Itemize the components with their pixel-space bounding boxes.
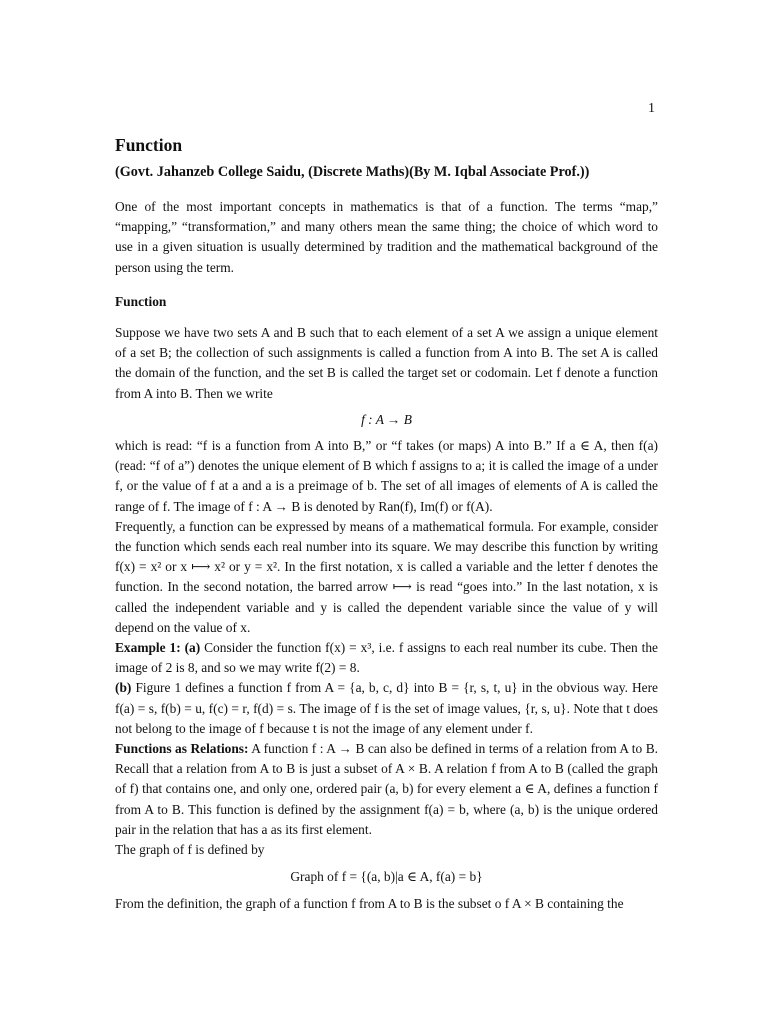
definition-paragraph: Suppose we have two sets A and B such that to each element of a set A we assign a unique element of a set B; the collection of such assignments is called a function from A into B. The set A is called the domain of the function, and the set B is called the target set or codomain. Let f denote a function from A into B. Then we write [115, 325, 658, 401]
read-paragraph: which is read: “f is a function from A into B,” or “f takes (or maps) A into B.” If a ∈ A, then f(a) (read: “f of a”) denotes the unique element of B which f assigns to a; it is called the image of a under f, or the value of f at a and a is a preimage of b. The set of all images of elements of A is called the range of f. The image of f : A → B is denoted by Ran(f), Im(f) or f(A). [115, 438, 658, 514]
graph-display: Graph of f = {(a, b)|a ∈ A, f(a) = b} [290, 869, 483, 885]
graph-intro: The graph of f is defined by [115, 842, 265, 858]
page-number: 1 [648, 101, 655, 116]
intro-paragraph: One of the most important concepts in mathematics is that of a function. The terms “map,” “mapping,” “transformation,” and many others mean the same thing; the choice of which word to use in a given situation is usually determined by tradition and the mathematical background of the person using the term. [115, 199, 658, 275]
example-part-b [115, 678, 658, 739]
relations-paragraph [115, 739, 658, 840]
example-part-a-label: (a) [184, 640, 201, 656]
relations-label: Functions as Relations: [115, 741, 249, 757]
example-part-b-text: Figure 1 defines a function f from A = {a, b, c, d} into B = {r, s, t, u} in the obvious way. Here f(a) = s, f(b) = u, f(c) = r, f(d) = s. The image of f is the set of image values, {r, s, u}. Note that t does not belong to the image of f because t is not the image of any element under f. [115, 680, 659, 736]
page-body [115, 134, 658, 914]
example-part-b-label: (b) [115, 680, 132, 696]
section-heading: Function [115, 293, 167, 309]
display-notation-text: f : A → B [361, 411, 412, 427]
display-notation [115, 410, 658, 430]
formula-paragraph: Frequently, a function can be expressed by means of a mathematical formula. For example, consider the function which sends each real number into its square. We may describe this function by writing f(x) = x² or x ⟼ x² or y = x². In the first notation, x is called a variable and the letter f denotes the function. In the second notation, the barred arrow ⟼ is read “goes into.” In the last notation, x is called the independent variable and y is called the dependent variable since the value of y will depend on the value of x. [115, 518, 658, 635]
closing-line: From the definition, the graph of a function f from A to B is the subset o f A × B containing the [115, 895, 624, 911]
relations-text: A function f : A → B can also be defined in terms of a relation from A to B. Recall that a relation from A to B is just a subset of A × B. A relation f from A to B (called the graph of f) that contains one, and only one, ordered pair (a, b) for every element a ∈ A, defines a function f from A to B. This function is defined by the assignment f(a) = b, where (a, b) is the unique ordered pair in the relation that has a as its first element. [115, 741, 658, 837]
document-title: Function [115, 135, 183, 155]
example-label: Example 1: [115, 640, 181, 656]
document-subtitle: (Govt. Jahanzeb College Saidu, (Discrete Maths)(By M. Iqbal Associate Prof.)) [115, 164, 590, 180]
example-part-a [115, 638, 658, 678]
example-part-a-text: Consider the function f(x) = x³, i.e. f assigns to each real number its cube. Then the image of 2 is 8, and so we may write f(2) = 8. [115, 640, 659, 676]
